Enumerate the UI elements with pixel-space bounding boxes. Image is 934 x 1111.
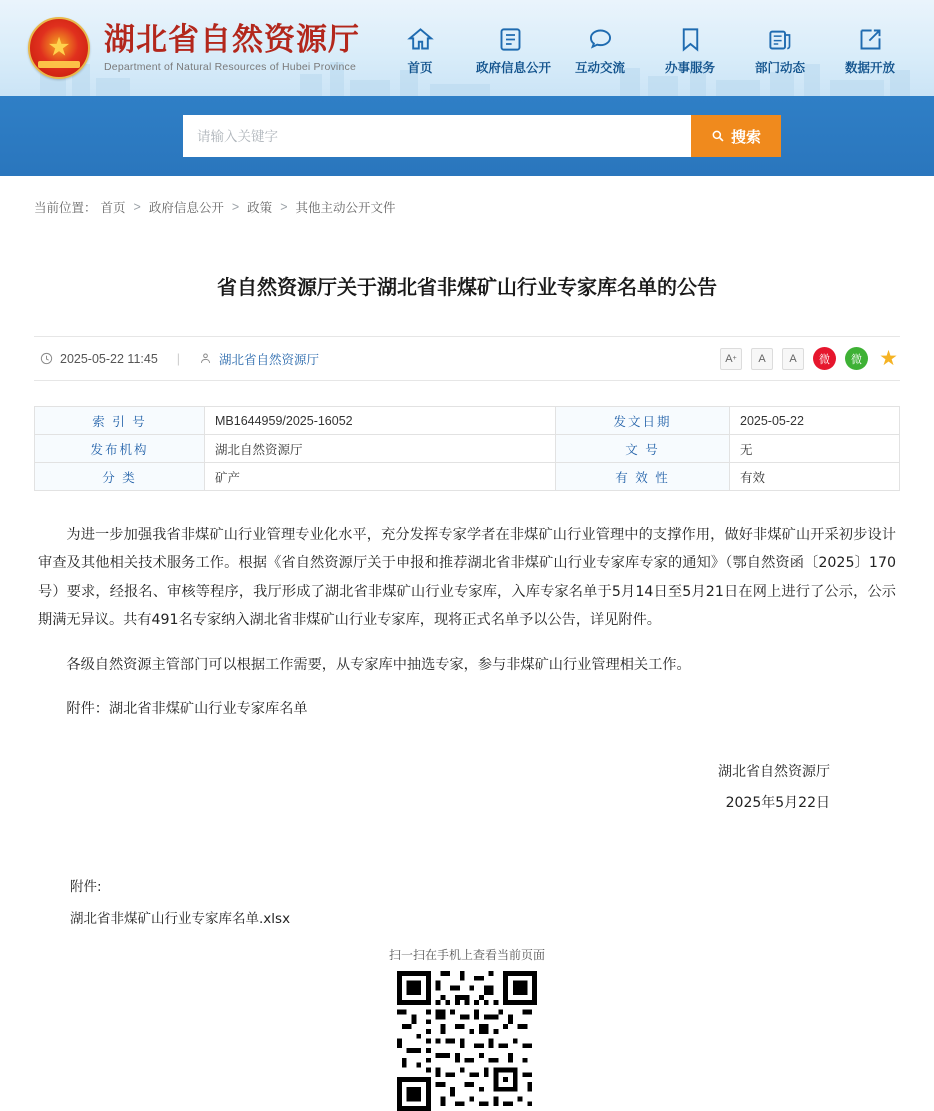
nav-label: 数据开放 [844,61,895,75]
wechat-glyph: 微 [851,353,862,366]
breadcrumb-separator: > [133,200,141,214]
search-button[interactable] [691,115,781,157]
article-source: 湖北省自然资源厅 [219,352,320,367]
breadcrumb-item-policy[interactable]: 政策 [247,201,273,215]
body-attachment-line: 附件：湖北省非煤矿山行业专家库名单 [66,701,308,718]
wechat-share-icon[interactable] [845,347,868,370]
search-input[interactable] [183,115,691,157]
info-value: 湖北自然资源厅 [205,435,556,463]
font-size-label: A [789,352,797,365]
breadcrumb-item-government-info[interactable]: 政府信息公开 [148,201,224,215]
search-bar [0,96,934,176]
signature-org: 湖北省自然资源厅 [718,764,830,781]
signature-date: 2025年5月22日 [725,795,830,812]
signature-block [34,739,900,819]
nav-item-department-news[interactable] [746,26,814,76]
qr-code-icon [397,971,537,1111]
table-row [35,435,900,463]
nav-item-open-data[interactable] [836,26,904,76]
site-title-cn: 湖北省自然资源厅 [104,21,360,58]
source-icon [199,352,212,365]
info-key: 发布机构 [35,435,205,463]
breadcrumb-label: 当前位置： [34,201,97,215]
info-value: MB1644959/2025-16052 [205,407,556,435]
breadcrumb-separator: > [231,200,240,214]
info-key: 有 效 性 [556,463,730,491]
font-size-small-button[interactable] [782,348,804,370]
home-icon [407,26,434,53]
info-key: 分 类 [35,463,205,491]
clock-icon [40,352,53,365]
nav-item-services[interactable] [656,26,724,76]
attachment-label: 附件: [70,879,102,896]
nav-label: 互动交流 [574,61,625,75]
attachment-file-link[interactable]: 湖北省非煤矿山行业专家库名单.xlsx [70,911,291,928]
font-size-label: A [758,352,766,365]
font-size-label: A [725,352,733,365]
main-nav [386,20,904,76]
attachment-block [34,819,900,936]
info-value: 无 [730,435,900,463]
nav-item-home[interactable] [386,26,454,76]
font-size-large-button[interactable]: A + [720,348,742,370]
share-data-icon [857,26,884,53]
breadcrumb-item-home[interactable]: 首页 [100,201,126,215]
page-body [0,176,934,1111]
article-meta [34,336,900,381]
site-title [104,23,360,74]
body-paragraph: 各级自然资源主管部门可以根据工作需要，从专家库中抽选专家，参与非煤矿山行业管理相关工作。 [66,656,691,673]
breadcrumb-item-other-documents[interactable]: 其他主动公开文件 [295,201,396,215]
site-header [0,0,934,96]
info-key: 索 引 号 [35,407,205,435]
breadcrumb [34,176,900,216]
china-national-emblem-icon [28,17,90,79]
document-info-table [34,406,900,491]
page-title: 省自然资源厅关于湖北省非煤矿山行业专家库名单的公告 [217,275,717,299]
search-icon [711,129,725,143]
site-title-en: Department of Natural Resources of Hubei Province [104,61,356,74]
font-size-medium-button[interactable] [751,348,773,370]
nav-item-interaction[interactable] [566,26,634,76]
info-key: 发文日期 [556,407,730,435]
favorite-star-icon[interactable] [877,347,900,370]
article-date: 2025-05-22 11:45 [60,351,158,366]
nav-label: 办事服务 [664,61,715,75]
qr-caption: 扫一扫在手机上查看当前页面 [388,947,545,962]
document-icon [497,26,524,53]
nav-label: 首页 [407,61,433,75]
info-value: 矿产 [205,463,556,491]
nav-item-government-info[interactable] [476,26,552,76]
qr-section [34,936,900,1111]
table-row [35,407,900,435]
breadcrumb-separator: > [280,200,288,214]
weibo-glyph: 微 [819,353,830,366]
article-body [34,491,900,723]
info-key: 文 号 [556,435,730,463]
table-row [35,463,900,491]
body-paragraph: 为进一步加强我省非煤矿山行业管理专业化水平，充分发挥专家学者在非煤矿山行业管理中的支撑作用，做好非煤矿山开采初步设计审查及其他相关技术服务工作。根据《省自然资源厅关于申报和推荐湖北省非煤矿山行业专家库专家的通知》（鄂自然资函〔2025〕170号）要求，经报名、审核等程序，我厅形成了湖北省非煤矿山行业专家库，入库专家名单于5月14日至5月21日在网上进行了公示，公示期满无异议。共有491名专家纳入湖北省非煤矿山行业专家库，现将正式名单予以公告，详见附件。 [38,527,896,629]
star-glyph: ★ [879,347,898,370]
info-value: 有效 [730,463,900,491]
bookmark-icon [677,26,704,53]
news-icon [767,26,794,53]
search-button-label: 搜索 [730,128,761,146]
weibo-share-icon[interactable] [813,347,836,370]
info-value: 2025-05-22 [730,407,900,435]
chat-bubble-icon [587,26,614,53]
nav-label: 部门动态 [754,61,805,75]
nav-label: 政府信息公开 [476,61,552,75]
meta-divider: | [176,351,181,366]
